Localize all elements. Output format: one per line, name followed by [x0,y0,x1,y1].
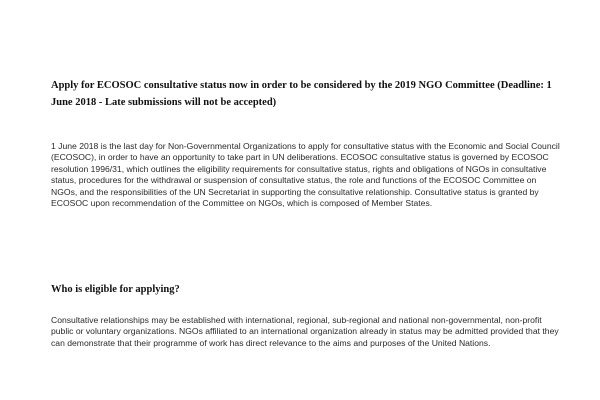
intro-paragraph: 1 June 2018 is the last day for Non-Governmental Organizations to apply for consultative status with the Economic and Social Council (ECOSOC), in order to have an opportunity to take part in UN deliberations. ECOSOC consultative status is governed by ECOSOC resolution 1996/31, which outlines the eligibility requirements for consultative status, rights and obligations of NGOs in consultative status, procedures for the withdrawal or suspension of consultative status, the role and functions of the ECOSOC Committee on NGOs, and the responsibilities of the UN Secretariat in supporting the consultative relationship. Consultative status is granted by ECOSOC upon recommendation of the Committee on NGOs, which is composed of Member States. [51,141,560,209]
eligibility-heading: Who is eligible for applying? [51,284,180,295]
announcement-heading: Apply for ECOSOC consultative status now in order to be considered by the 2019 NGO Committee (Deadline: 1 June 2018 - Late submissions will not be accepted) [51,80,552,108]
eligibility-paragraph: Consultative relationships may be established with international, regional, sub-regional and national non-governmental, non-profit public or voluntary organizations. NGOs affiliated to an international organization already in status may be admitted provided that they can demonstrate that their programme of work has direct relevance to the aims and purposes of the United Nations. [51,315,559,348]
